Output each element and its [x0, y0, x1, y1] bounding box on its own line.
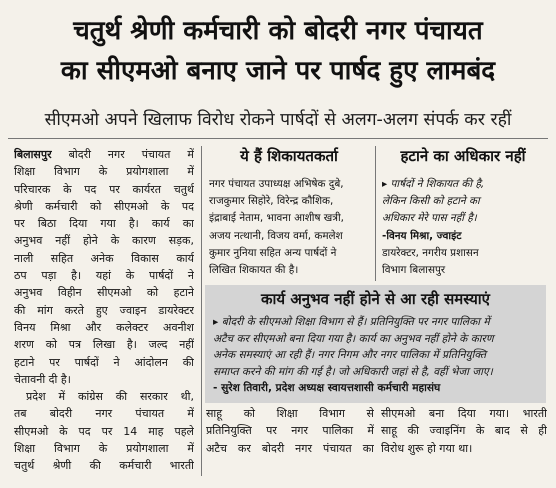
body-line: सीएमओ बना दिया गया। भारती [381, 407, 547, 420]
body-line: विरोध शुरू हो गया था। [381, 441, 473, 455]
body-line: शिक्षा विभाग के प्रयोगशाला में [14, 165, 194, 179]
complainants-line: इंद्राबाई नेताम, भावना आशीष खत्री, [209, 212, 344, 225]
body-line: अनुभव विहीन सीएमओ को हटाने [14, 286, 194, 300]
body-line: विनय मिश्रा और कलेक्टर अवनीश [14, 320, 194, 334]
divider-top [8, 138, 548, 139]
dateline: बिलासपुर [14, 148, 52, 161]
problems-line: बोदरी के सीएमओ शिक्षा विभाग से हैं। प्रतिनियुक्ति पर नगर पालिका में [221, 316, 490, 328]
problems-line: अनेक समस्याएं आ रही हैं। नगर निगम और नगर पालिका में प्रतिनियुक्ति [213, 349, 487, 361]
problems-line: समाप्त करने की मांग की गई है। जो अधिकारी जहां से है, वहीं भेजा जाए। [213, 365, 493, 378]
body-line: प्रतिनियुक्ति पर नगर पालिका में [206, 424, 374, 438]
subheadline: सीएमओ अपने खिलाफ विरोध रोकने पार्षदों से अलग-अलग संपर्क कर रहीं [44, 110, 512, 130]
divider-col-left [201, 146, 202, 476]
body-line: ठप पड़ा है। यहां के पार्षदों ने [14, 269, 194, 283]
complainants-line: राजकुमार सिहोरे, विरेन्द्र कौशिक, [209, 195, 334, 208]
authority-line: विभाग बिलासपुर [382, 264, 446, 277]
bullet-icon: ▸ [382, 178, 388, 190]
body-line: साहू को शिक्षा विभाग से [206, 407, 374, 420]
article-body-left [14, 146, 194, 475]
complainants-line: अजय नत्थानी, विजय वर्मा, कमलेश [209, 229, 343, 242]
body-line: सीएमओ के पद पर 14 माह पहले [14, 424, 194, 438]
body-line: बोदरी नगर पंचायत में [68, 148, 194, 161]
body-line: शिक्षा विभाग के प्रयोगशाला में [14, 442, 194, 456]
body-line: की मांग करते हुए ज्वाइन डायरेक्टर [14, 303, 194, 317]
body-line: शरण को पत्र लिखा है। जल्द नहीं [14, 338, 194, 352]
body-line: साहू की ज्वाइनिंग के बाद से ही [381, 424, 547, 438]
authority-attribution: -विनय मिश्रा, ज्वाइंट [382, 229, 462, 242]
article-body-continued-mid [206, 405, 374, 457]
bullet-icon: ▸ [213, 316, 219, 328]
body-line: नाली सहित अनेक विकास कार्य [14, 251, 194, 265]
complainants-heading: ये हैं शिकायतकर्ता [240, 147, 338, 165]
authority-line: पार्षदों ने शिकायत की है, [390, 178, 485, 190]
body-line: अनुभव नहीं होने के कारण सड़क, [14, 234, 194, 248]
problems-attribution: - सुरेश तिवारी, प्रदेश अध्यक्ष स्वायत्तशासी कर्मचारी महासंघ [213, 382, 441, 394]
divider-col-mid [375, 146, 376, 281]
body-line: पर बिठा दिया गया है। कार्य का [14, 217, 194, 231]
problems-quote [213, 314, 543, 397]
body-line: हटाने पर पार्षदों ने आंदोलन की [14, 355, 194, 369]
complainants-line: कुमार नुनिया सहित अन्य पार्षदों ने [209, 246, 337, 259]
authority-heading: हटाने का अधिकार नहीं [400, 147, 526, 165]
problems-heading: कार्य अनुभव नहीं होने से आ रही समस्याएं [261, 290, 490, 308]
body-line: चेतावनी दी है। [14, 372, 71, 386]
complainants-list [209, 176, 373, 279]
headline-line-2: का सीएमओ बनाए जाने पर पार्षद हुए लामबंद [60, 56, 496, 86]
complainants-line: नगर पंचायत उपाध्यक्ष अभिषेक दुबे, [209, 178, 344, 190]
body-line: परिचारक के पद पर कार्यरत चतुर्थ [14, 182, 194, 196]
complainants-line: लिखित शिकायत की है। [209, 264, 299, 277]
body-line: तब बोदरी नगर पंचायत में [14, 407, 194, 421]
body-line: श्रेणी कर्मचारी को सीएमओ के पद [14, 199, 194, 213]
body-line: अटैच कर बोदरी नगर पंचायत का [206, 441, 374, 455]
headline-line-1: चतुर्थ श्रेणी कर्मचारी को बोदरी नगर पंचायत [73, 16, 483, 46]
authority-line: लेकिन किसी को हटाने का [382, 195, 480, 208]
problems-line: अटैच कर सीएमओ बना दिया गया है। कार्य का अनुभव नहीं होने के कारण [213, 332, 494, 345]
body-line: चतुर्थ श्रेणी की कर्मचारी भारती [14, 459, 194, 473]
authority-line: अधिकार मेरे पास नहीं है। [382, 212, 477, 225]
body-line: प्रदेश में कांग्रेस की सरकार थी, [26, 390, 194, 404]
authority-line: डायरेक्टर, नगरीय प्रशासन [382, 246, 479, 259]
authority-quote [382, 176, 548, 279]
article-body-continued-right [381, 405, 547, 457]
